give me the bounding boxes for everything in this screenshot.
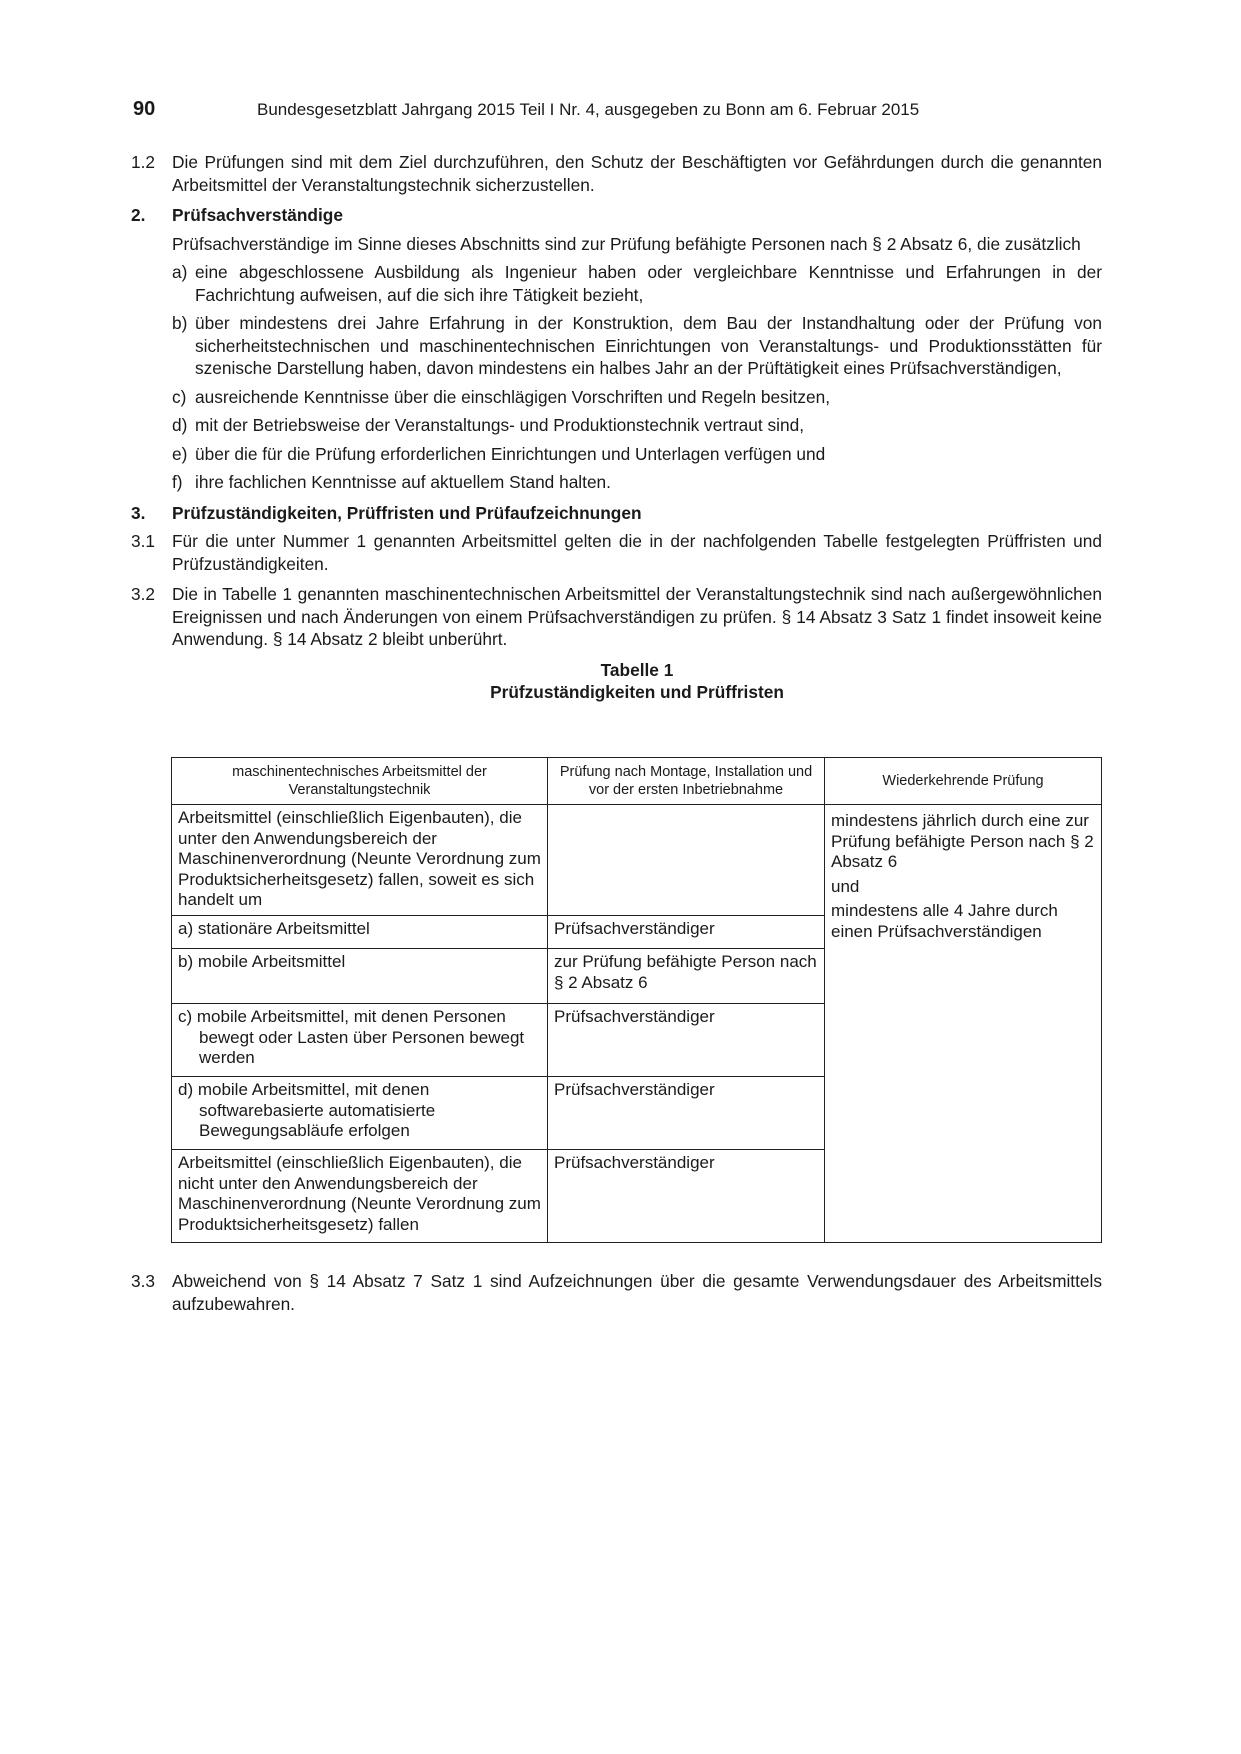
list-item-text: eine abgeschlossene Ausbildung als Ingenieur haben oder vergleichbare Kenntnisse und Erfahrungen in der Fachrichtung aufweisen, auf die sich ihre Tätigkeit bezieht, [195, 262, 1102, 305]
list-item-text: ihre fachlichen Kenntnisse auf aktuellem Stand halten. [195, 472, 611, 492]
table-cell [172, 1004, 548, 1077]
section-title: Prüfzuständigkeiten, Prüffristen und Prüfaufzeichnungen [172, 502, 642, 523]
table-row [172, 805, 1102, 916]
inspection-table [171, 757, 1102, 1243]
list-item [172, 312, 1102, 380]
table-cell: a) stationäre Arbeitsmittel [172, 916, 548, 949]
recurring-check-part: mindestens alle 4 Jahre durch einen Prüfsachverständigen [831, 901, 1058, 941]
cell-text: d) mobile Arbeitsmittel, mit denen softwarebasierte automatisierte Bewegungsabläufe erfolgen [178, 1080, 436, 1140]
list-item-text: mit der Betriebsweise der Veranstaltungs- und Produktionstechnik vertraut sind, [195, 415, 804, 435]
section-number: 3. [131, 502, 146, 523]
paragraph-3-3 [131, 1270, 1102, 1315]
list-item-label: e) [172, 443, 188, 464]
section-title: Prüfsachverständige [172, 205, 343, 225]
paragraph-number: 1.2 [131, 152, 156, 172]
table-cell: Prüfsachverständiger [548, 916, 825, 949]
paragraph-text: Die in Tabelle 1 genannten maschinentechnischen Arbeitsmittel der Veranstaltungstechnik sind nach außergewöhnlichen Ereignissen und nach Änderungen von einem Prüfsachverständigen zu prüfen. § 14 Absatz 3 Satz 1 findet insoweit keine Anwendung. § 14 Absatz 2 bleibt unberührt. [172, 584, 1102, 649]
list-item-label: a) [172, 262, 188, 282]
table-cell: Arbeitsmittel (einschließlich Eigenbauten), die unter den Anwendungsbereich der Maschinenverordnung (Neunte Verordnung zum Produktsicherheitsgesetz) fallen, soweit es sich handelt um [172, 805, 548, 916]
paragraph-1-2 [131, 151, 1102, 196]
section-number: 2. [131, 205, 146, 225]
paragraph-text: Abweichend von § 14 Absatz 7 Satz 1 sind Aufzeichnungen über die gesamte Verwendungsdauer des Arbeitsmittels aufzubewahren. [172, 1271, 1102, 1314]
table-cell: Prüfsachverständiger [548, 1077, 825, 1150]
paragraph-3-1 [131, 530, 1102, 575]
table-cell [172, 1077, 548, 1150]
cell-text: c) mobile Arbeitsmittel, mit denen Personen bewegt oder Lasten über Personen bewegt werden [178, 1007, 525, 1067]
table-cell [548, 805, 825, 916]
list-item [172, 386, 1102, 409]
page-number: 90 [133, 98, 156, 120]
section-3-heading [131, 502, 1102, 525]
after-table-text [131, 1270, 1102, 1315]
paragraph-text: Die Prüfungen sind mit dem Ziel durchzuführen, den Schutz der Beschäftigten vor Gefährdungen durch die genannten Arbeitsmittel der Veranstaltungstechnik sicherzustellen. [172, 152, 1102, 195]
running-title: Bundesgesetzblatt Jahrgang 2015 Teil I Nr. 4, ausgegeben zu Bonn am 6. Februar 2015 [257, 100, 920, 119]
list-item-text: über mindestens drei Jahre Erfahrung in der Konstruktion, dem Bau der Instandhaltung oder der Prüfung von sicherheitstechnischen und maschinentechnischen Einrichtungen von Veranstaltungs- und Produktionsstätten für szenische Darstellung haben, davon mindestens ein halbes Jahr an der Prüftätigkeit eines Prüfsachverständigen, [195, 313, 1102, 378]
table-cell: Prüfsachverständiger [548, 1004, 825, 1077]
list-item-label: c) [172, 386, 187, 407]
recurring-check-cell [825, 805, 1102, 1243]
table-cell: b) mobile Arbeitsmittel [172, 949, 548, 1004]
paragraph-number: 3.3 [131, 1271, 156, 1291]
table-cell: Arbeitsmittel (einschließlich Eigenbauten), die nicht unter den Anwendungsbereich der Maschinenverordnung (Neunte Verordnung zum Produktsicherheitsgesetz) fallen [172, 1150, 548, 1243]
main-text [131, 151, 1102, 703]
column-header: Prüfung nach Montage, Installation und vor der ersten Inbetriebnahme [548, 758, 825, 805]
list-item [172, 471, 1102, 494]
list-item-label: b) [172, 313, 188, 333]
recurring-check-part: und [831, 876, 860, 896]
table-number: Tabelle 1 [600, 659, 674, 680]
column-header: maschinentechnisches Arbeitsmittel der Veranstaltungstechnik [172, 758, 548, 805]
table-title: Prüfzuständigkeiten und Prüffristen [490, 681, 784, 702]
list-item-label: f) [172, 472, 183, 492]
paragraph-number: 3.2 [131, 584, 156, 604]
table-header-row [172, 758, 1102, 805]
page-header [133, 98, 1104, 124]
table-cell: zur Prüfung befähigte Person nach § 2 Absatz 6 [548, 949, 825, 1004]
list-item-label: d) [172, 415, 188, 435]
paragraph-3-2 [131, 583, 1102, 651]
paragraph-number: 3.1 [131, 531, 156, 551]
list-item-text: über die für die Prüfung erforderlichen Einrichtungen und Unterlagen verfügen und [195, 443, 826, 464]
recurring-check-part: mindestens jährlich durch eine zur Prüfung befähigte Person nach § 2 Absatz 6 [831, 811, 1094, 871]
list-item-text: ausreichende Kenntnisse über die einschlägigen Vorschriften und Regeln besitzen, [195, 386, 831, 407]
list-item [172, 443, 1102, 466]
table-caption [172, 659, 1102, 703]
list-item [172, 261, 1102, 306]
section-2-heading [131, 204, 1102, 227]
section-2-intro: Prüfsachverständige im Sinne dieses Abschnitts sind zur Prüfung befähigte Personen nach § 2 Absatz 6, die zusätzlich [172, 233, 1081, 254]
list-item [172, 414, 1102, 437]
column-header: Wiederkehrende Prüfung [825, 758, 1102, 805]
table-cell: Prüfsachverständiger [548, 1150, 825, 1243]
paragraph-text: Für die unter Nummer 1 genannten Arbeitsmittel gelten die in der nachfolgenden Tabelle festgelegten Prüffristen und Prüfzuständigkeiten. [172, 531, 1102, 574]
